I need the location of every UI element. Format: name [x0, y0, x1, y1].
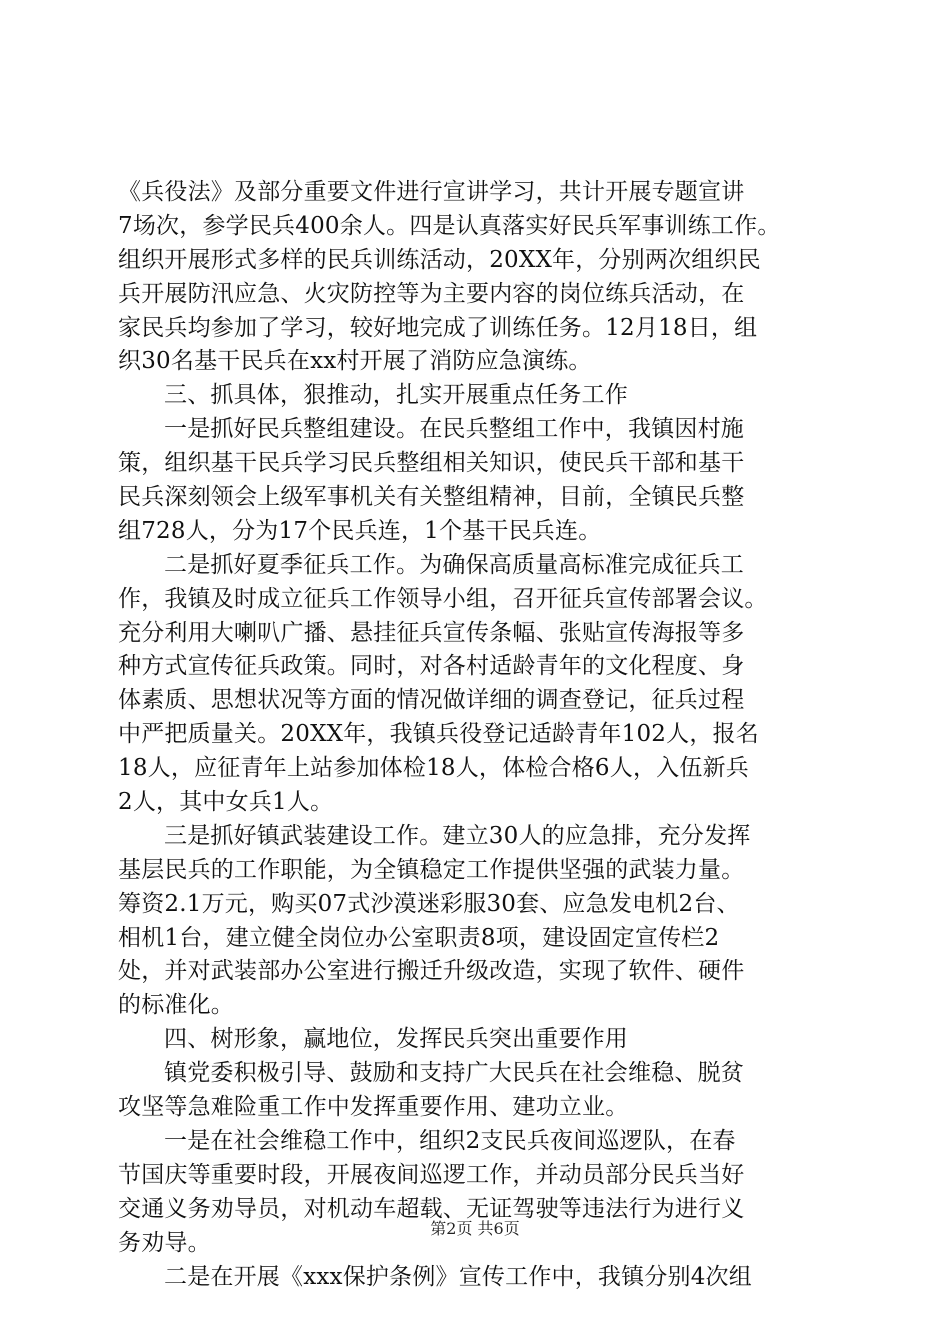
text-line: 2人，其中女兵1人。 — [118, 789, 334, 816]
text-line: 交通义务劝导员，对机动车超载、无证驾驶等违法行为进行义 — [118, 1195, 745, 1222]
text-line: 务劝导。 — [118, 1229, 211, 1256]
text-line: 筹资2.1万元，购买07式沙漠迷彩服30套、应急发电机2台、 — [118, 890, 740, 917]
text-line: 处，并对武装部办公室进行搬迁升级改造，实现了软件、硬件 — [118, 958, 745, 985]
text-line: 织30名基干民兵在xx村开展了消防应急演练。 — [118, 348, 592, 375]
text-line: 策，组织基干民兵学习民兵整组相关知识，使民兵干部和基干 — [118, 450, 745, 477]
text-line: 的标准化。 — [118, 992, 234, 1019]
text-line: 充分利用大喇叭广播、悬挂征兵宣传条幅、张贴宣传海报等多 — [118, 619, 745, 646]
text-line: 民兵深刻领会上级军事机关有关整组精神，目前，全镇民兵整 — [118, 484, 745, 511]
text-line: 四、树形象，赢地位，发挥民兵突出重要作用 — [164, 1026, 628, 1053]
text-line: 节国庆等重要时段，开展夜间巡逻工作，并动员部分民兵当好 — [118, 1161, 745, 1188]
text-line: 兵开展防汛应急、火灾防控等为主要内容的岗位练兵活动，在 — [118, 280, 745, 307]
text-line: 一是抓好民兵整组建设。在民兵整组工作中，我镇因村施 — [164, 416, 744, 443]
text-line: 组织开展形式多样的民兵训练活动，20XX年，分别两次组织民 — [118, 246, 761, 273]
document-body — [118, 176, 838, 1294]
text-line: 三是抓好镇武装建设工作。建立30人的应急排，充分发挥 — [164, 822, 751, 849]
text-line: 18人，应征青年上站参加体检18人，体检合格6人，入伍新兵 — [118, 755, 749, 782]
text-line: 家民兵均参加了学习，较好地完成了训练任务。12月18日，组 — [118, 314, 758, 341]
text-line: 作，我镇及时成立征兵工作领导小组，召开征兵宣传部署会议。 — [118, 585, 768, 612]
text-line: 攻坚等急难险重工作中发挥重要作用、建功立业。 — [118, 1094, 629, 1121]
text-line: 组728人，分为17个民兵连，1个基干民兵连。 — [118, 517, 602, 544]
text-line: 相机1台，建立健全岗位办公室职责8项，建设固定宣传栏2 — [118, 924, 720, 951]
text-line: 二是抓好夏季征兵工作。为确保高质量高标准完成征兵工 — [164, 551, 744, 578]
text-line: 中严把质量关。20XX年，我镇兵役登记适龄青年102人，报名 — [118, 721, 759, 748]
text-line: 一是在社会维稳工作中，组织2支民兵夜间巡逻队，在春 — [164, 1127, 736, 1154]
text-line: 基层民兵的工作职能，为全镇稳定工作提供坚强的武装力量。 — [118, 856, 745, 883]
text-line: 镇党委积极引导、鼓励和支持广大民兵在社会维稳、脱贫 — [164, 1060, 744, 1087]
text-line: 《兵役法》及部分重要文件进行宣讲学习，共计开展专题宣讲 — [118, 179, 745, 205]
text-line: 7场次，参学民兵400余人。四是认真落实好民兵军事训练工作。 — [118, 212, 781, 239]
text-line: 体素质、思想状况等方面的情况做详细的调查登记，征兵过程 — [118, 687, 745, 714]
text-line: 种方式宣传征兵政策。同时，对各村适龄青年的文化程度、身 — [118, 653, 745, 680]
text-line: 三、抓具体，狠推动，扎实开展重点任务工作 — [164, 382, 628, 409]
page-footer: 第2页 共6页 — [430, 1219, 520, 1238]
text-line: 二是在开展《xxx保护条例》宣传工作中，我镇分别4次组 — [164, 1263, 752, 1290]
